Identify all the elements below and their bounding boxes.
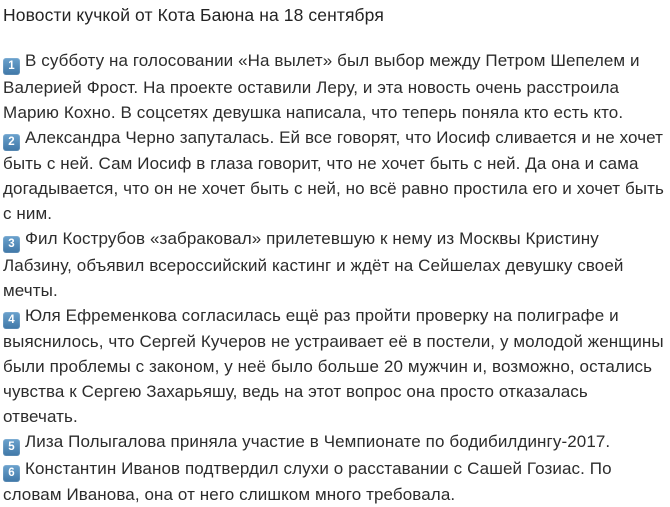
- news-item: [3, 456, 665, 507]
- news-item-text: Александра Черно запуталась. Ей все говорят, что Иосиф сливается и не хочет быть с ней. Сам Иосиф в глаза говорит, что не хочет быть с ней. Да она и сама догадывается, что он не хочет быть с ней, но всё равно простила его и хочет быть с ним.: [3, 128, 664, 224]
- news-item-text: Фил Кострубов «забраковал» прилетевшую к нему из Москвы Кристину Лабзину, объявил всероссийский кастинг и ждёт на Сейшелах девушку своей мечты.: [3, 229, 624, 300]
- news-item-text: Юля Ефременкова согласилась ещё раз пройти проверку на полиграфе и выяснилось, что Сергей Кучеров не устраивает её в постели, у молодой женщины были проблемы с законом, у неё было больше 20 мужчин и, возможно, остались чувства к Сергею Захарьяшу, ведь на этот вопрос она просто отказалась отвечать.: [3, 306, 664, 427]
- news-item: [3, 226, 665, 303]
- keycap-6-icon: 6: [3, 465, 20, 482]
- news-item-text: Константин Иванов подтвердил слухи о расставании с Сашей Гозиас. По словам Иванова, она от него слишком много требовала.: [3, 459, 612, 505]
- news-list: [3, 48, 665, 507]
- keycap-1-icon: 1: [3, 58, 20, 75]
- keycap-2-icon: 2: [3, 134, 20, 151]
- keycap-3-icon: 3: [3, 236, 20, 253]
- post-title: Новости кучкой от Кота Баюна на 18 сентября: [3, 3, 665, 28]
- news-item: [3, 48, 665, 125]
- news-item: [3, 303, 665, 430]
- news-item-text: Лиза Полыгалова приняла участие в Чемпионате по бодибилдингу-2017.: [25, 432, 610, 451]
- news-item-text: В субботу на голосовании «На вылет» был выбор между Петром Шепелем и Валерией Фрост. На проекте оставили Леру, и эта новость очень расстроила Марию Кохно. В соцсетях девушка написала, что теперь поняла кто есть кто.: [3, 51, 640, 122]
- keycap-4-icon: 4: [3, 312, 20, 329]
- news-item: [3, 125, 665, 227]
- news-item: [3, 429, 665, 456]
- keycap-5-icon: 5: [3, 439, 20, 456]
